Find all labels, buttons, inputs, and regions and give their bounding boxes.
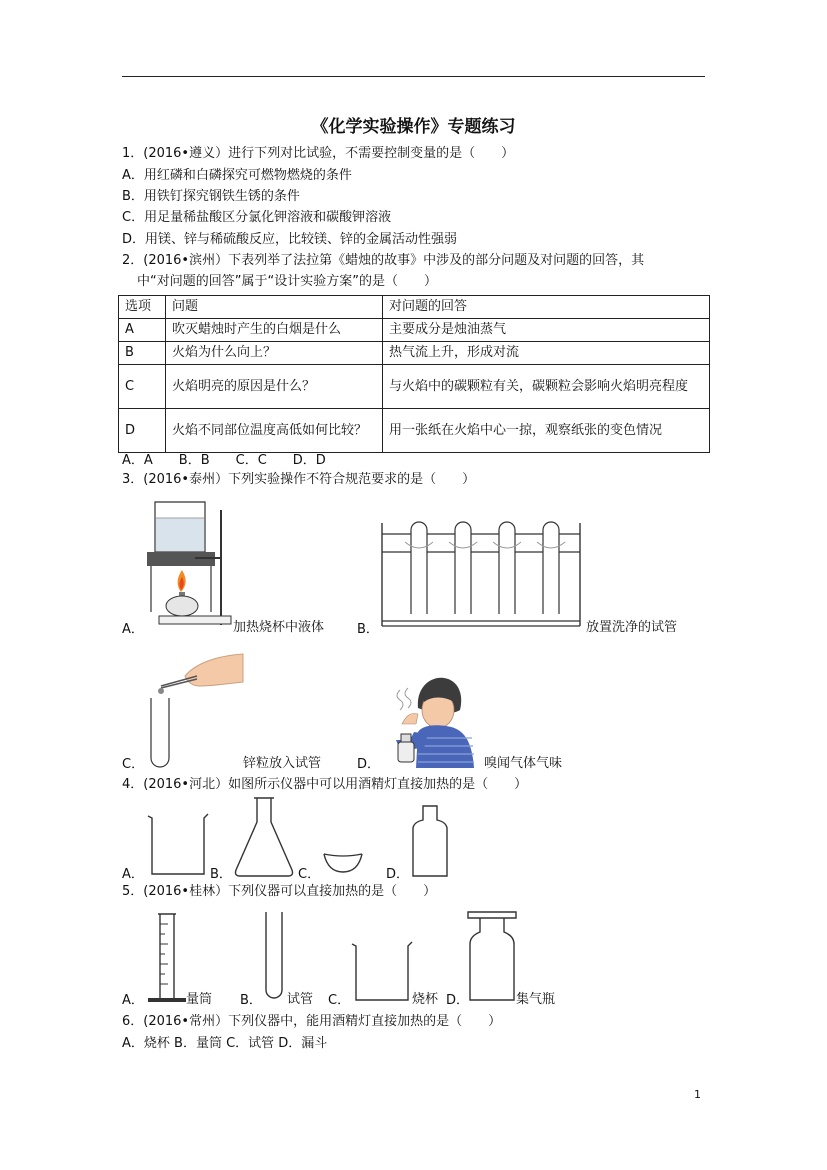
table-cell: A [119, 319, 166, 342]
table-header-cell: 问题 [166, 296, 383, 319]
q3-option-d-caption: 嗅闻气体气味 [484, 756, 563, 771]
table-cell: 火焰明亮的原因是什么？ [166, 365, 383, 409]
table-row [119, 342, 710, 365]
q5-stem: 5．(2016•桂林）下列仪器可以直接加热的是（ ） [122, 884, 437, 899]
table-cell: C [119, 365, 166, 409]
zinc-into-tube-figure [145, 646, 245, 768]
heating-beaker-figure [145, 500, 235, 630]
test-tube-rack-figure [380, 518, 585, 630]
q5-option-d-letter: D． [446, 993, 470, 1008]
q2-stem-line2: 中“对问题的回答”属于“设计实验方案”的是（ ） [137, 274, 437, 289]
table-row [119, 319, 710, 342]
q5-option-b-caption: 试管 [287, 992, 314, 1007]
table-row [119, 365, 710, 409]
q3-option-c-caption: 锌粒放入试管 [243, 756, 322, 771]
q3-option-a-letter: A． [122, 622, 144, 637]
table-cell: 火焰不同部位温度高低如何比较？ [166, 409, 383, 453]
q6-stem: 6．(2016•常州）下列仪器中，能用酒精灯直接加热的是（ ） [122, 1014, 502, 1029]
table-cell: 吹灭蜡烛时产生的白烟是什么 [166, 319, 383, 342]
q4-stem: 4．(2016•河北）如图所示仪器中可以用酒精灯直接加热的是（ ） [122, 777, 528, 792]
graduated-cylinder-figure [146, 912, 186, 1004]
reagent-bottle-figure [410, 804, 450, 878]
beaker-figure [146, 812, 210, 878]
table-header-cell: 对问题的回答 [383, 296, 710, 319]
table-cell: 热气流上升，形成对流 [383, 342, 710, 365]
q2-table [118, 295, 710, 453]
q5-option-b-letter: B． [240, 993, 262, 1008]
q5-option-c-caption: 烧杯 [412, 992, 439, 1007]
table-cell: D [119, 409, 166, 453]
q4-option-c-letter: C． [298, 867, 321, 882]
header-rule [122, 76, 705, 77]
q2-answers: A．A B．B C．C D．D [122, 453, 326, 468]
q1-option-d: D．用镁、锌与稀硫酸反应，比较镁、锌的金属活动性强弱 [122, 232, 458, 247]
q3-option-b-caption: 放置洗净的试管 [586, 620, 678, 635]
q3-option-c-letter: C． [122, 757, 145, 772]
gas-collecting-bottle-figure [466, 910, 518, 1004]
table-cell: 火焰为什么向上？ [166, 342, 383, 365]
q4-option-a-letter: A． [122, 867, 144, 882]
q5-option-a-caption: 量筒 [186, 992, 213, 1007]
q1-option-b: B．用铁钉探究钢铁生锈的条件 [122, 189, 300, 204]
table-header-cell: 选项 [119, 296, 166, 319]
table-cell: B [119, 342, 166, 365]
q2-stem-line1: 2．(2016•滨州）下表列举了法拉第《蜡烛的故事》中涉及的部分问题及对问题的回答，其 [122, 253, 645, 268]
table-cell: 主要成分是烛油蒸气 [383, 319, 710, 342]
page-title: 《化学实验操作》专题练习 [311, 117, 516, 137]
q1-stem: 1．(2016•遵义）进行下列对比试验，不需要控制变量的是（ ） [122, 146, 515, 161]
table-header-row [119, 296, 710, 319]
q5-option-c-letter: C． [328, 993, 351, 1008]
table-row [119, 409, 710, 453]
q1-option-a: A．用红磷和白磷探究可燃物燃烧的条件 [122, 168, 352, 183]
beaker-figure-q5 [350, 940, 412, 1004]
table-cell: 与火焰中的碳颗粒有关，碳颗粒会影响火焰明亮程度 [383, 365, 710, 409]
q3-option-d-letter: D． [357, 757, 381, 772]
q5-option-d-caption: 集气瓶 [516, 992, 556, 1007]
q1-option-c: C．用足量稀盐酸区分氯化钾溶液和碳酸钾溶液 [122, 210, 392, 225]
q3-option-b-letter: B． [357, 622, 379, 637]
q3-option-a-caption: 加热烧杯中液体 [233, 620, 325, 635]
q3-stem: 3．(2016•泰州）下列实验操作不符合规范要求的是（ ） [122, 472, 476, 487]
conical-flask-figure [232, 796, 296, 878]
q4-option-b-letter: B． [210, 867, 232, 882]
page-number: 1 [694, 1088, 701, 1101]
table-cell: 用一张纸在火焰中心一掠，观察纸张的变色情况 [383, 409, 710, 453]
smelling-gas-figure [388, 668, 480, 770]
q6-options: A．烧杯 B．量筒 C．试管 D．漏斗 [122, 1036, 328, 1051]
q4-option-d-letter: D． [386, 867, 410, 882]
evaporating-dish-figure [322, 850, 364, 874]
test-tube-figure [262, 910, 286, 1004]
q5-option-a-letter: A． [122, 993, 144, 1008]
